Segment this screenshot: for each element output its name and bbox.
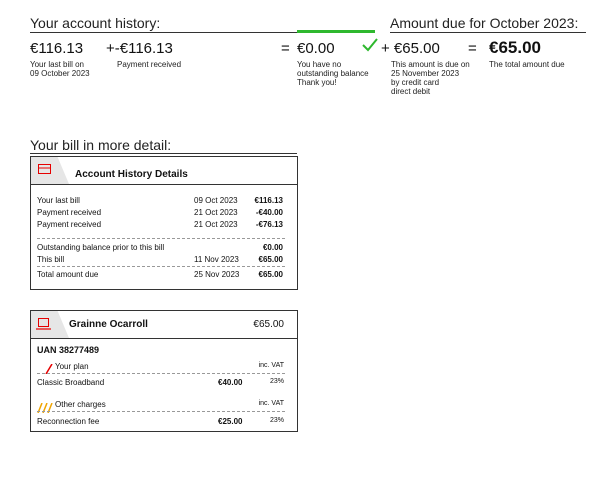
account-history-box (30, 156, 298, 290)
plan-amount: €40.00 (218, 378, 243, 387)
account-history-header (31, 157, 297, 185)
uan-number: UAN 38277489 (37, 345, 100, 355)
amount-due-rule (390, 32, 586, 33)
history-row-date: 09 Oct 2023 (194, 196, 238, 205)
customer-total: €65.00 (253, 319, 284, 330)
account-history-heading: Account History Details (75, 169, 188, 180)
history-row-date: 21 Oct 2023 (194, 208, 238, 217)
summary-row-label: Total amount due (37, 270, 99, 279)
summary-divider (37, 266, 285, 267)
summary-row-amount: €65.00 (258, 270, 283, 279)
summary-row-label: This bill (37, 255, 65, 264)
amount-due-title: Amount due for October 2023: (390, 15, 579, 31)
total-due-amount: €65.00 (489, 38, 541, 57)
customer-box (30, 310, 298, 432)
other-item: Reconnection fee (37, 417, 100, 426)
last-bill-amount: €116.13 (30, 40, 84, 57)
history-row-label: Your last bill (37, 196, 80, 205)
history-row-amount: €116.13 (254, 196, 283, 205)
bill-icon (38, 164, 51, 174)
customer-header (31, 311, 297, 339)
account-history-title: Your account history: (30, 15, 161, 31)
history-row-amount: -€76.13 (255, 220, 283, 229)
checkmark-icon (362, 38, 378, 52)
equals-sign: = (281, 40, 290, 57)
balance-caption: You have no outstanding balance Thank you! (297, 60, 369, 87)
payment-caption: Payment received (117, 60, 182, 69)
bill-detail-title: Your bill in more detail: (30, 137, 172, 153)
summary-row-amount: €65.00 (258, 255, 283, 264)
total-due-caption: The total amount due (489, 60, 565, 69)
summary-row-date: 11 Nov 2023 (194, 255, 239, 264)
due-amount: + €65.00 (381, 40, 440, 57)
other-charges-heading: Other charges (55, 400, 106, 409)
history-row-date: 21 Oct 2023 (194, 220, 238, 229)
history-row-label: Payment received (37, 220, 102, 229)
plan-item: Classic Broadband (37, 378, 105, 387)
due-equals-sign: = (468, 40, 477, 57)
other-divider (37, 411, 285, 412)
plan-divider (37, 373, 285, 374)
plan-vat: 23% (269, 378, 284, 385)
balance-amount: €0.00 (297, 40, 335, 57)
other-charges-slashes-icon (37, 400, 55, 410)
payment-amount: +-€116.13 (106, 40, 173, 57)
plan-heading: Your plan (55, 362, 89, 371)
other-amount: €25.00 (218, 417, 243, 426)
last-bill-caption: Your last bill on 09 October 2023 (30, 60, 90, 78)
plan-vat-label: inc. VAT (258, 362, 284, 369)
bill-detail-rule (30, 153, 297, 154)
summary-row-date: 25 Nov 2023 (194, 270, 240, 279)
other-vat-label: inc. VAT (258, 400, 284, 407)
history-row-label: Payment received (37, 208, 102, 217)
plan-slash-icon (45, 361, 53, 371)
summary-row-amount: €0.00 (262, 243, 283, 252)
due-caption: This amount is due on 25 November 2023 by credit card direct debit (391, 60, 470, 96)
history-divider (37, 238, 285, 239)
balance-accent-bar (297, 30, 375, 33)
customer-name: Grainne Ocarroll (69, 319, 148, 330)
other-vat: 23% (269, 417, 284, 424)
summary-row-label: Outstanding balance prior to this bill (37, 243, 165, 252)
history-row-amount: -€40.00 (255, 208, 283, 217)
laptop-icon (36, 318, 51, 330)
